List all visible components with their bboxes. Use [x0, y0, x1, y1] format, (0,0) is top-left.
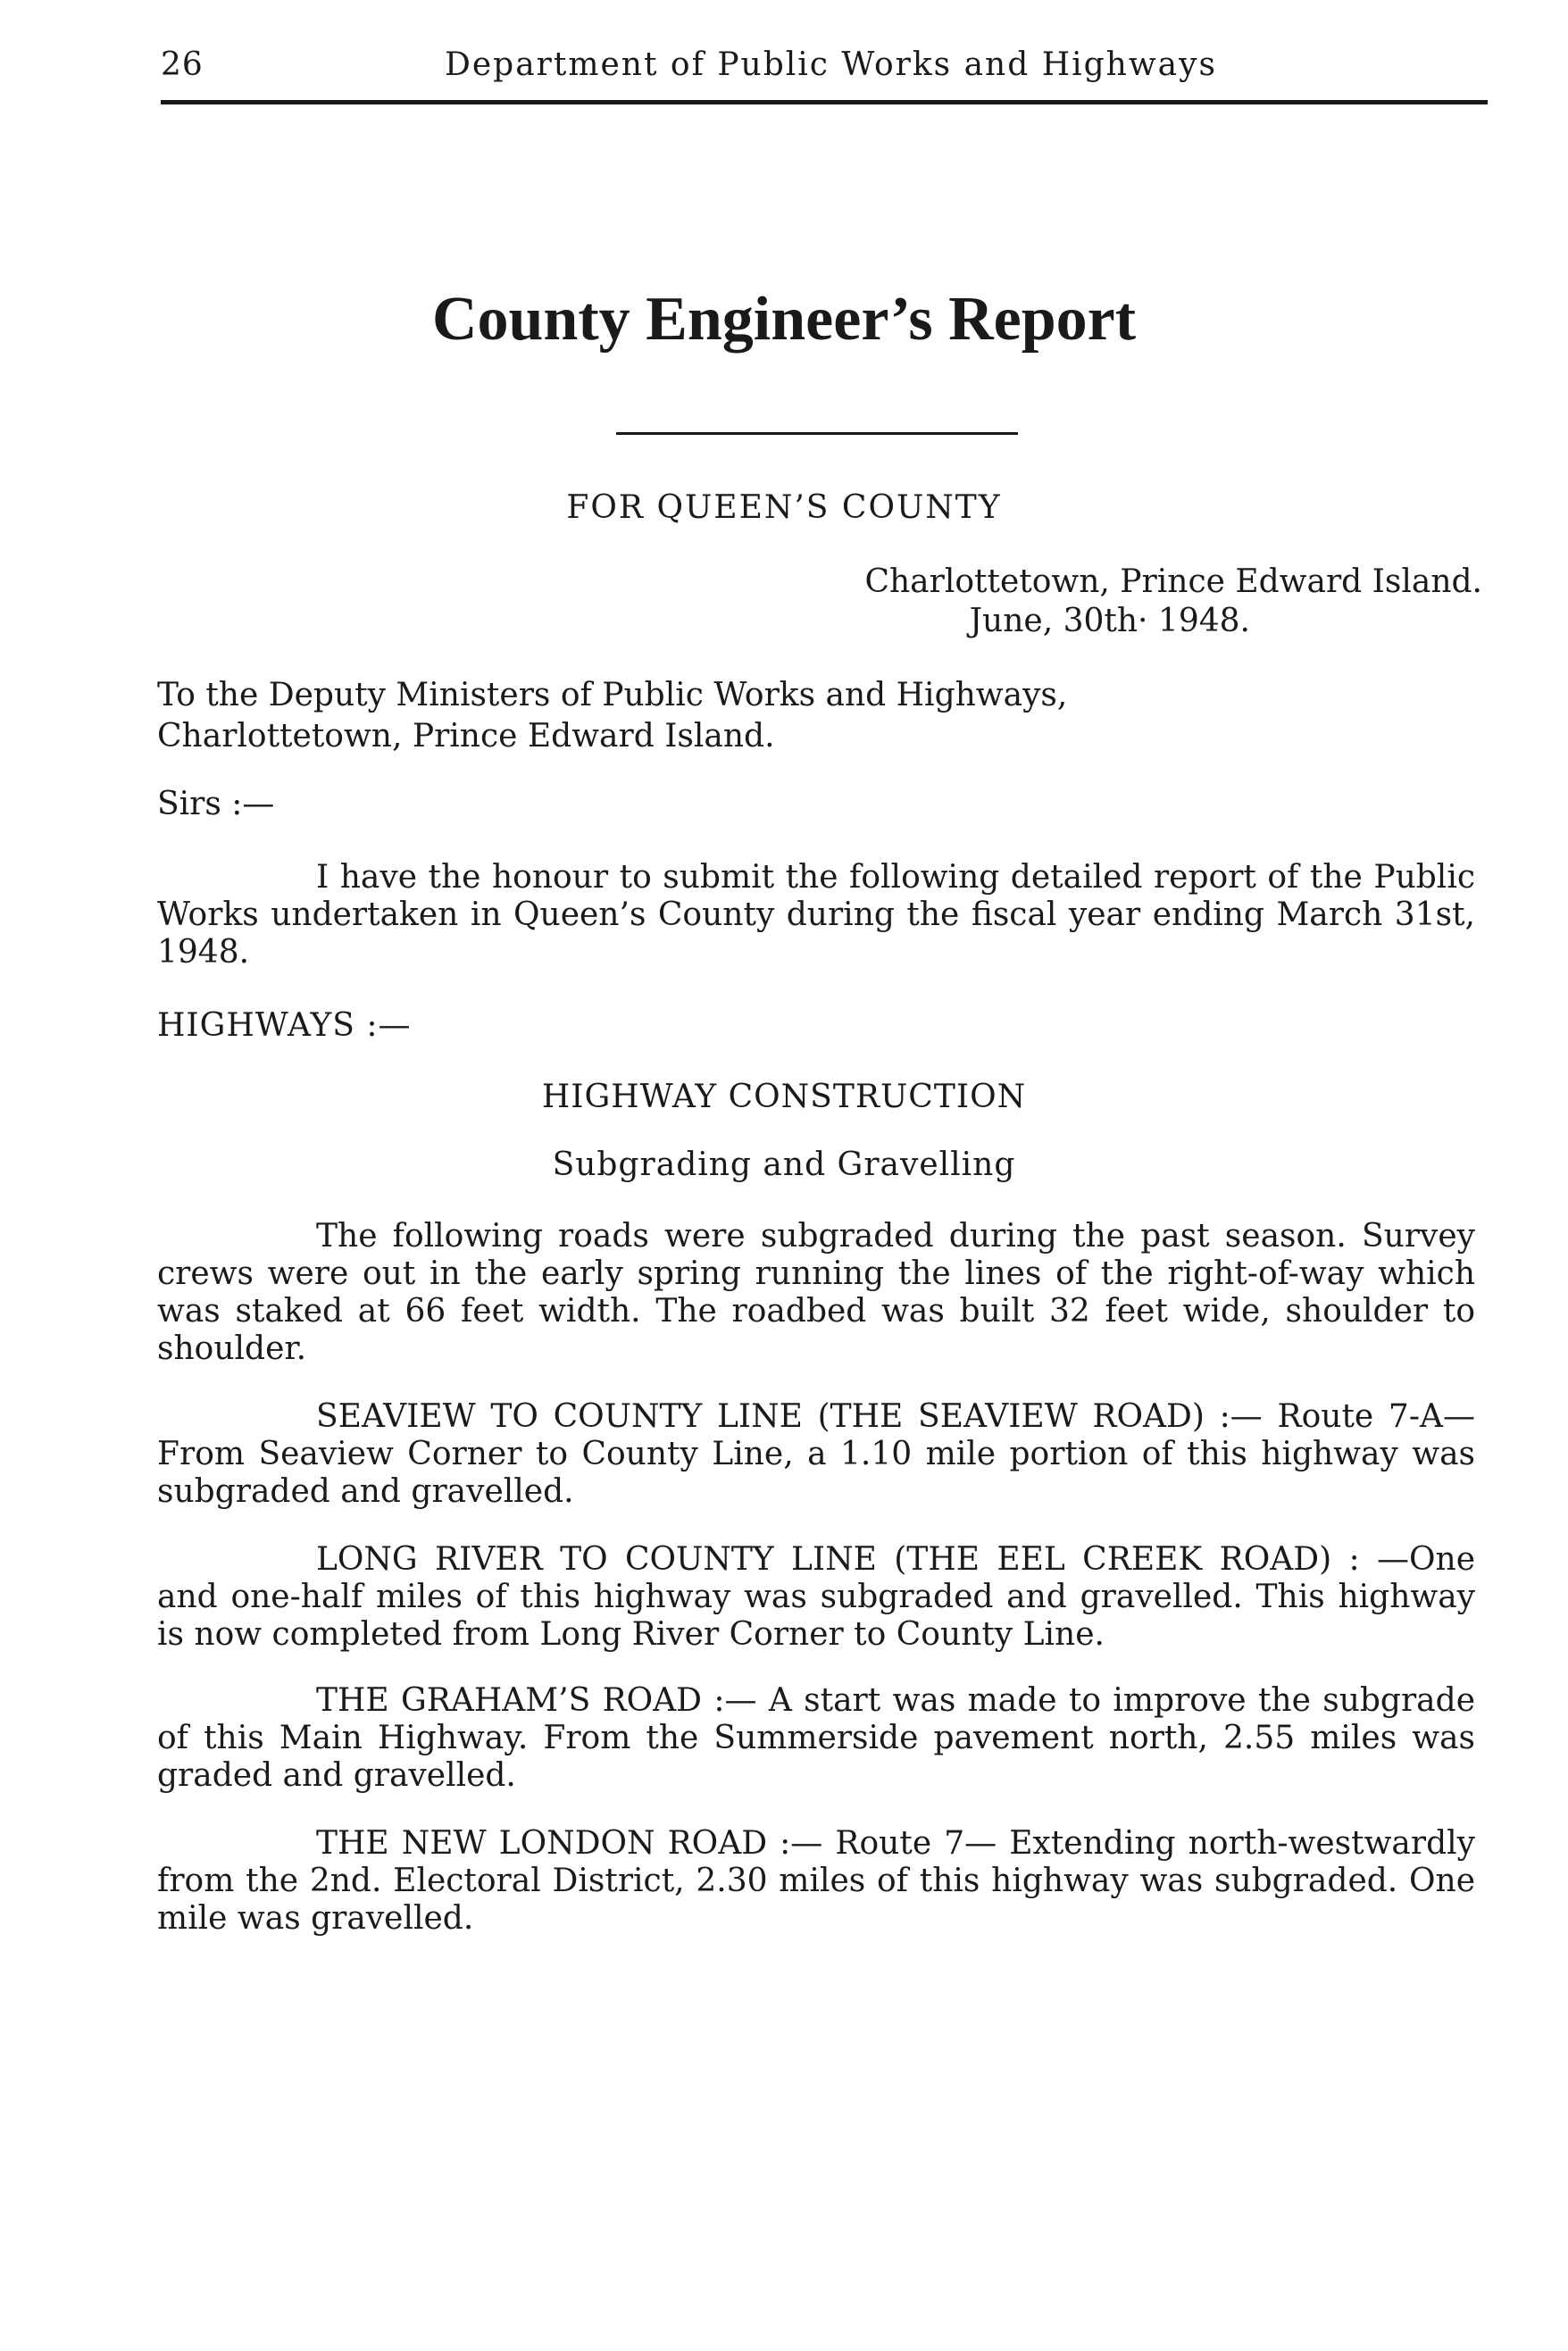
roads-text: The following roads were subgraded during the past season. Survey crews were out in the early spring running the lines of the right-of-way which was staked at 66 feet width. The roadbed was built 32 feet wide, shoulder to shoulder.: [157, 1218, 1475, 1367]
dateline: [864, 563, 1482, 641]
dateline-place: Charlottetown, Prince Edward Island.: [864, 563, 1482, 600]
page-number: 26: [161, 46, 204, 83]
long-river-text: LONG RIVER TO COUNTY LINE (THE EEL CREEK ROAD) : —One and one-half miles of this highway was subgraded and gravelled. This highway is now completed from Long River Corner to County Line.: [157, 1541, 1475, 1653]
address-line-1: To the Deputy Ministers of Public Works and Highways,: [157, 677, 1068, 713]
running-title: Department of Public Works and Highways: [445, 46, 1217, 83]
section-label-highways: HIGHWAYS :—: [157, 1007, 412, 1044]
new-london-paragraph: [157, 1825, 1475, 1938]
address-line-2: Charlottetown, Prince Edward Island.: [157, 718, 775, 754]
intro-text: I have the honour to submit the following detailed report of the Public Works undertaken in Queen’s County during the fiscal year ending March 31st, 1948.: [157, 859, 1475, 971]
grahams-road-paragraph: [157, 1682, 1475, 1795]
roads-paragraph: [157, 1218, 1475, 1368]
seaview-text: SEAVIEW TO COUNTY LINE (THE SEAVIEW ROAD) :— Route 7-A—From Seaview Corner to County Line, a 1.10 mile portion of this highway was subgraded and gravelled.: [157, 1398, 1475, 1510]
title-divider: [616, 432, 1018, 435]
grahams-road-text: THE GRAHAM’S ROAD :— A start was made to improve the subgrade of this Main Highway. From the Summerside pavement north, 2.55 miles was graded and gravelled.: [157, 1682, 1475, 1794]
salutation: Sirs :—: [157, 786, 275, 822]
report-subtitle: FOR QUEEN’S COUNTY: [566, 489, 1002, 526]
report-title: County Engineer’s Report: [431, 285, 1137, 354]
address-block: [157, 675, 1067, 757]
seaview-paragraph: [157, 1398, 1475, 1511]
heading-subgrading: Subgrading and Gravelling: [552, 1146, 1016, 1183]
long-river-paragraph: [157, 1541, 1475, 1654]
running-header: [161, 46, 1488, 104]
dateline-date: June, 30th· 1948.: [969, 603, 1250, 639]
intro-paragraph: [157, 859, 1475, 971]
new-london-text: THE NEW LONDON ROAD :— Route 7— Extending north-westwardly from the 2nd. Electoral District, 2.30 miles of this highway was subgraded. One mile was gravelled.: [157, 1825, 1475, 1937]
heading-highway-construction: HIGHWAY CONSTRUCTION: [541, 1079, 1027, 1115]
